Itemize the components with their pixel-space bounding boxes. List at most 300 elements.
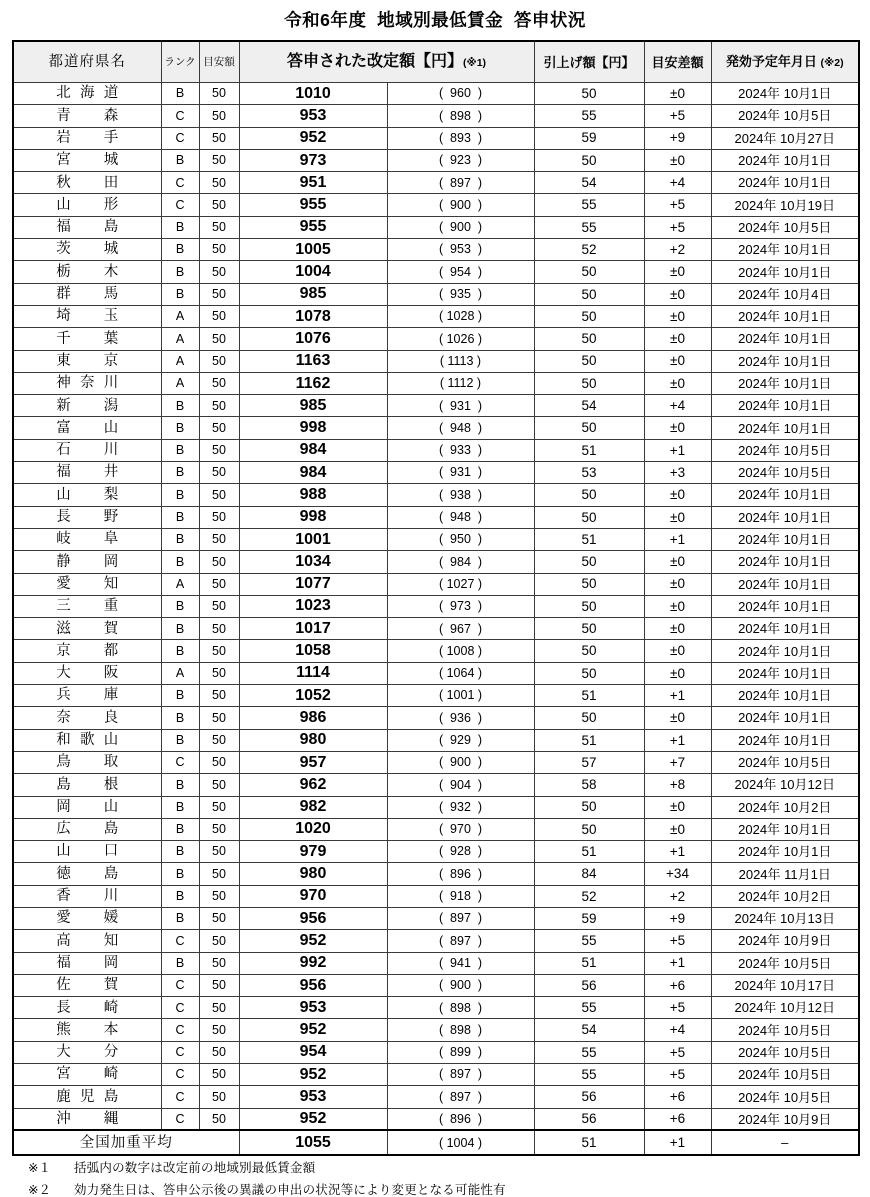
cell-guide-amount: 50 [199, 172, 239, 194]
cell-raise-amount: 50 [534, 573, 644, 595]
cell-raise-amount: 51 [534, 685, 644, 707]
cell-rank: B [161, 952, 199, 974]
cell-rank: C [161, 172, 199, 194]
cell-guide-diff: ±0 [644, 662, 711, 684]
cell-effective-date: 2024年 10月1日 [711, 506, 859, 528]
cell-previous-amount: ( 923 ) [387, 149, 534, 171]
cell-previous-amount: ( 1028 ) [387, 305, 534, 327]
cell-raise-amount: 51 [534, 841, 644, 863]
cell-previous-amount: ( 954 ) [387, 261, 534, 283]
cell-guide-diff: ±0 [644, 328, 711, 350]
table-row [13, 930, 859, 952]
cell-previous-amount: ( 900 ) [387, 194, 534, 216]
cell-guide-diff: ±0 [644, 551, 711, 573]
cell-revised-amount: 980 [239, 863, 387, 885]
cell-guide-diff: +9 [644, 127, 711, 149]
cell-guide-amount: 50 [199, 662, 239, 684]
cell-effective-date: 2024年 10月27日 [711, 127, 859, 149]
cell-guide-diff: +5 [644, 216, 711, 238]
cell-raise-amount: 50 [534, 283, 644, 305]
cell-rank: C [161, 1064, 199, 1086]
cell-revised-amount: 1005 [239, 239, 387, 261]
cell-raise-amount: 50 [534, 83, 644, 105]
cell-guide-amount: 50 [199, 83, 239, 105]
cell-previous-amount: ( 1112 ) [387, 372, 534, 394]
cell-effective-date: 2024年 10月1日 [711, 417, 859, 439]
cell-guide-amount: 50 [199, 105, 239, 127]
cell-effective-date: 2024年 10月5日 [711, 1064, 859, 1086]
cell-total-previous-amount: ( 1004 ) [387, 1130, 534, 1155]
cell-effective-date: 2024年 10月1日 [711, 350, 859, 372]
cell-effective-date: 2024年 10月12日 [711, 997, 859, 1019]
cell-effective-date: 2024年 10月1日 [711, 395, 859, 417]
cell-prefecture [13, 149, 161, 171]
prefecture-name: 京都 [56, 642, 119, 659]
cell-effective-date: 2024年 10月9日 [711, 930, 859, 952]
cell-revised-amount: 982 [239, 796, 387, 818]
cell-raise-amount: 50 [534, 417, 644, 439]
cell-rank: B [161, 506, 199, 528]
cell-guide-diff: +1 [644, 952, 711, 974]
cell-rank: C [161, 1041, 199, 1063]
cell-revised-amount: 970 [239, 885, 387, 907]
cell-previous-amount: ( 984 ) [387, 551, 534, 573]
cell-raise-amount: 55 [534, 105, 644, 127]
cell-guide-amount: 50 [199, 261, 239, 283]
prefecture-name: 広島 [56, 821, 119, 838]
cell-raise-amount: 55 [534, 1041, 644, 1063]
cell-rank: B [161, 907, 199, 929]
table-row [13, 328, 859, 350]
cell-rank: C [161, 194, 199, 216]
cell-guide-amount: 50 [199, 863, 239, 885]
cell-prefecture [13, 551, 161, 573]
table-row [13, 1041, 859, 1063]
cell-rank: B [161, 528, 199, 550]
cell-prefecture [13, 774, 161, 796]
cell-revised-amount: 1058 [239, 640, 387, 662]
cell-guide-amount: 50 [199, 1041, 239, 1063]
column-header-prefecture: 都道府県名 [13, 41, 161, 83]
prefecture-name: 愛知 [56, 575, 119, 592]
cell-revised-amount: 953 [239, 1086, 387, 1108]
cell-total-revised-amount: 1055 [239, 1130, 387, 1155]
table-container [12, 40, 858, 1156]
cell-revised-amount: 985 [239, 283, 387, 305]
cell-prefecture [13, 685, 161, 707]
table-row [13, 1019, 859, 1041]
cell-revised-amount: 992 [239, 952, 387, 974]
cell-previous-amount: ( 897 ) [387, 930, 534, 952]
cell-prefecture [13, 952, 161, 974]
cell-effective-date: 2024年 10月4日 [711, 283, 859, 305]
cell-guide-amount: 50 [199, 484, 239, 506]
cell-prefecture [13, 506, 161, 528]
cell-effective-date: 2024年 10月1日 [711, 149, 859, 171]
table-row [13, 528, 859, 550]
table-row [13, 194, 859, 216]
cell-guide-amount: 50 [199, 974, 239, 996]
cell-rank: B [161, 595, 199, 617]
cell-guide-amount: 50 [199, 395, 239, 417]
cell-effective-date: 2024年 10月1日 [711, 707, 859, 729]
footnote-line [28, 1184, 870, 1197]
cell-guide-amount: 50 [199, 194, 239, 216]
cell-previous-amount: ( 898 ) [387, 105, 534, 127]
prefecture-name: 北海道 [56, 85, 119, 102]
cell-effective-date: 2024年 10月1日 [711, 528, 859, 550]
cell-rank: A [161, 305, 199, 327]
cell-prefecture [13, 573, 161, 595]
column-header-guide-diff: 目安差額 [644, 41, 711, 83]
cell-guide-amount: 50 [199, 997, 239, 1019]
cell-effective-date: 2024年 10月5日 [711, 952, 859, 974]
cell-rank: C [161, 105, 199, 127]
table-row [13, 216, 859, 238]
cell-guide-diff: +4 [644, 1019, 711, 1041]
cell-guide-diff: +5 [644, 194, 711, 216]
prefecture-name: 長崎 [56, 999, 119, 1016]
cell-guide-amount: 50 [199, 618, 239, 640]
cell-raise-amount: 50 [534, 662, 644, 684]
cell-rank: B [161, 707, 199, 729]
cell-guide-amount: 50 [199, 1019, 239, 1041]
prefecture-name: 大分 [56, 1044, 119, 1061]
cell-guide-amount: 50 [199, 528, 239, 550]
cell-guide-diff: +4 [644, 395, 711, 417]
footnote-mark: ※２ [28, 1182, 51, 1197]
cell-previous-amount: ( 932 ) [387, 796, 534, 818]
cell-rank: B [161, 885, 199, 907]
table-row [13, 818, 859, 840]
cell-previous-amount: ( 931 ) [387, 462, 534, 484]
column-header-revised-amount-label: 答申された改定額【円】 [286, 53, 463, 70]
cell-rank: C [161, 1086, 199, 1108]
cell-prefecture [13, 105, 161, 127]
cell-previous-amount: ( 897 ) [387, 172, 534, 194]
cell-previous-amount: ( 967 ) [387, 618, 534, 640]
cell-rank: A [161, 350, 199, 372]
prefecture-name: 岐阜 [56, 531, 119, 548]
cell-guide-diff: +6 [644, 1086, 711, 1108]
cell-effective-date: 2024年 10月5日 [711, 105, 859, 127]
cell-raise-amount: 55 [534, 997, 644, 1019]
cell-revised-amount: 1076 [239, 328, 387, 350]
footnote-mark: ※１ [28, 1161, 51, 1176]
table-row [13, 105, 859, 127]
cell-raise-amount: 50 [534, 618, 644, 640]
cell-raise-amount: 50 [534, 818, 644, 840]
cell-previous-amount: ( 898 ) [387, 1019, 534, 1041]
minimum-wage-table [12, 40, 860, 1156]
cell-prefecture [13, 1019, 161, 1041]
cell-revised-amount: 951 [239, 172, 387, 194]
table-row [13, 83, 859, 105]
table-row [13, 350, 859, 372]
prefecture-name: 福岡 [56, 954, 119, 971]
prefecture-name: 三重 [56, 598, 119, 615]
cell-rank: B [161, 239, 199, 261]
cell-rank: A [161, 662, 199, 684]
cell-effective-date: 2024年 10月2日 [711, 796, 859, 818]
cell-raise-amount: 53 [534, 462, 644, 484]
cell-guide-amount: 50 [199, 774, 239, 796]
cell-guide-diff: ±0 [644, 484, 711, 506]
cell-guide-diff: +1 [644, 528, 711, 550]
cell-previous-amount: ( 941 ) [387, 952, 534, 974]
prefecture-name: 鳥取 [56, 754, 119, 771]
cell-revised-amount: 953 [239, 997, 387, 1019]
cell-raise-amount: 56 [534, 1108, 644, 1130]
cell-effective-date: 2024年 10月1日 [711, 239, 859, 261]
column-header-revised-amount-note: (※1) [462, 57, 487, 69]
cell-prefecture [13, 863, 161, 885]
table-row [13, 305, 859, 327]
cell-guide-amount: 50 [199, 127, 239, 149]
prefecture-name: 高知 [56, 932, 119, 949]
cell-guide-diff: ±0 [644, 506, 711, 528]
cell-guide-amount: 50 [199, 885, 239, 907]
page-title: 令和6年度 地域別最低賃金 答申状況 [284, 10, 586, 30]
column-header-rank: ランク [161, 41, 199, 83]
cell-raise-amount: 50 [534, 595, 644, 617]
cell-total-effective-date: – [711, 1130, 859, 1155]
cell-rank: B [161, 417, 199, 439]
prefecture-name: 徳島 [56, 865, 119, 882]
cell-previous-amount: ( 936 ) [387, 707, 534, 729]
prefecture-name: 茨城 [56, 241, 119, 258]
cell-guide-amount: 50 [199, 685, 239, 707]
cell-guide-diff: ±0 [644, 618, 711, 640]
cell-guide-amount: 50 [199, 239, 239, 261]
cell-previous-amount: ( 1064 ) [387, 662, 534, 684]
cell-previous-amount: ( 900 ) [387, 974, 534, 996]
cell-revised-amount: 984 [239, 439, 387, 461]
cell-effective-date: 2024年 10月1日 [711, 372, 859, 394]
cell-prefecture [13, 818, 161, 840]
cell-prefecture [13, 796, 161, 818]
table-row [13, 974, 859, 996]
table-row [13, 417, 859, 439]
cell-raise-amount: 58 [534, 774, 644, 796]
cell-raise-amount: 84 [534, 863, 644, 885]
cell-previous-amount: ( 897 ) [387, 907, 534, 929]
cell-revised-amount: 986 [239, 707, 387, 729]
cell-prefecture [13, 618, 161, 640]
prefecture-name: 和歌山 [56, 732, 119, 748]
cell-effective-date: 2024年 10月13日 [711, 907, 859, 929]
table-row [13, 907, 859, 929]
cell-revised-amount: 998 [239, 506, 387, 528]
cell-prefecture [13, 528, 161, 550]
table-row [13, 1064, 859, 1086]
cell-revised-amount: 984 [239, 462, 387, 484]
cell-previous-amount: ( 938 ) [387, 484, 534, 506]
cell-raise-amount: 51 [534, 729, 644, 751]
column-header-guide-amount: 目安額 [199, 41, 239, 83]
table-row [13, 796, 859, 818]
cell-rank: C [161, 997, 199, 1019]
cell-guide-amount: 50 [199, 930, 239, 952]
cell-revised-amount: 1023 [239, 595, 387, 617]
cell-guide-amount: 50 [199, 796, 239, 818]
prefecture-name: 鹿児島 [56, 1088, 119, 1105]
cell-effective-date: 2024年 10月1日 [711, 305, 859, 327]
cell-effective-date: 2024年 10月5日 [711, 439, 859, 461]
cell-guide-diff: ±0 [644, 640, 711, 662]
table-row [13, 484, 859, 506]
cell-previous-amount: ( 1001 ) [387, 685, 534, 707]
table-row [13, 952, 859, 974]
cell-effective-date: 2024年 10月1日 [711, 172, 859, 194]
table-row [13, 149, 859, 171]
cell-previous-amount: ( 1113 ) [387, 350, 534, 372]
cell-previous-amount: ( 899 ) [387, 1041, 534, 1063]
prefecture-name: 神奈川 [56, 375, 119, 392]
column-header-revised-amount [239, 41, 534, 83]
cell-prefecture [13, 462, 161, 484]
cell-raise-amount: 55 [534, 216, 644, 238]
cell-guide-amount: 50 [199, 350, 239, 372]
cell-rank: B [161, 395, 199, 417]
cell-rank: B [161, 551, 199, 573]
cell-effective-date: 2024年 10月9日 [711, 1108, 859, 1130]
cell-guide-amount: 50 [199, 751, 239, 773]
table-row [13, 551, 859, 573]
cell-raise-amount: 59 [534, 127, 644, 149]
cell-raise-amount: 52 [534, 885, 644, 907]
prefecture-name: 香川 [56, 888, 119, 905]
cell-guide-diff: +5 [644, 930, 711, 952]
cell-prefecture [13, 395, 161, 417]
cell-previous-amount: ( 928 ) [387, 841, 534, 863]
cell-prefecture [13, 350, 161, 372]
cell-raise-amount: 55 [534, 930, 644, 952]
cell-effective-date: 2024年 10月5日 [711, 1086, 859, 1108]
table-row [13, 863, 859, 885]
cell-revised-amount: 952 [239, 1064, 387, 1086]
cell-effective-date: 2024年 10月1日 [711, 841, 859, 863]
cell-revised-amount: 1020 [239, 818, 387, 840]
cell-guide-diff: +5 [644, 105, 711, 127]
cell-revised-amount: 957 [239, 751, 387, 773]
cell-guide-amount: 50 [199, 328, 239, 350]
prefecture-name: 宮崎 [56, 1066, 119, 1083]
cell-guide-diff: +1 [644, 439, 711, 461]
cell-revised-amount: 973 [239, 149, 387, 171]
prefecture-name: 新潟 [56, 397, 119, 414]
cell-effective-date: 2024年 10月1日 [711, 618, 859, 640]
cell-prefecture [13, 127, 161, 149]
cell-raise-amount: 51 [534, 952, 644, 974]
cell-guide-diff: ±0 [644, 595, 711, 617]
prefecture-name: 大阪 [56, 665, 119, 682]
cell-guide-diff: +5 [644, 1041, 711, 1063]
cell-guide-diff: ±0 [644, 305, 711, 327]
cell-previous-amount: ( 900 ) [387, 751, 534, 773]
cell-rank: B [161, 618, 199, 640]
cell-raise-amount: 50 [534, 350, 644, 372]
cell-rank: B [161, 462, 199, 484]
table-row [13, 372, 859, 394]
cell-effective-date: 2024年 10月1日 [711, 818, 859, 840]
cell-rank: C [161, 751, 199, 773]
table-row [13, 283, 859, 305]
cell-revised-amount: 1001 [239, 528, 387, 550]
cell-effective-date: 2024年 10月1日 [711, 328, 859, 350]
header-row [13, 41, 859, 83]
cell-guide-amount: 50 [199, 707, 239, 729]
table-row [13, 127, 859, 149]
cell-rank: B [161, 774, 199, 796]
prefecture-name: 東京 [56, 352, 119, 369]
table-row [13, 573, 859, 595]
cell-guide-diff: +5 [644, 1064, 711, 1086]
cell-prefecture [13, 83, 161, 105]
prefecture-name: 富山 [56, 419, 119, 436]
table-row [13, 261, 859, 283]
cell-revised-amount: 956 [239, 974, 387, 996]
cell-prefecture [13, 841, 161, 863]
cell-revised-amount: 1004 [239, 261, 387, 283]
cell-guide-diff: +1 [644, 685, 711, 707]
cell-revised-amount: 1162 [239, 372, 387, 394]
cell-guide-diff: +7 [644, 751, 711, 773]
cell-guide-diff: +6 [644, 1108, 711, 1130]
cell-guide-amount: 50 [199, 1108, 239, 1130]
cell-rank: A [161, 573, 199, 595]
footnotes [28, 1162, 870, 1196]
cell-guide-amount: 50 [199, 573, 239, 595]
cell-rank: B [161, 283, 199, 305]
cell-raise-amount: 51 [534, 528, 644, 550]
cell-previous-amount: ( 933 ) [387, 439, 534, 461]
prefecture-name: 山形 [56, 196, 119, 213]
cell-raise-amount: 57 [534, 751, 644, 773]
cell-revised-amount: 1078 [239, 305, 387, 327]
cell-guide-diff: +9 [644, 907, 711, 929]
column-header-effective-date [711, 41, 859, 83]
cell-previous-amount: ( 1027 ) [387, 573, 534, 595]
cell-guide-amount: 50 [199, 952, 239, 974]
cell-guide-amount: 50 [199, 305, 239, 327]
prefecture-name: 山梨 [56, 486, 119, 503]
cell-guide-amount: 50 [199, 149, 239, 171]
cell-rank: B [161, 863, 199, 885]
table-row [13, 885, 859, 907]
cell-prefecture [13, 662, 161, 684]
prefecture-name: 沖縄 [56, 1110, 119, 1127]
cell-prefecture [13, 1041, 161, 1063]
cell-prefecture [13, 974, 161, 996]
cell-effective-date: 2024年 10月5日 [711, 462, 859, 484]
cell-rank: B [161, 216, 199, 238]
prefecture-name: 長野 [56, 509, 119, 526]
cell-guide-diff: ±0 [644, 283, 711, 305]
cell-revised-amount: 955 [239, 216, 387, 238]
cell-revised-amount: 980 [239, 729, 387, 751]
cell-prefecture [13, 239, 161, 261]
cell-total-guide-diff: +1 [644, 1130, 711, 1155]
prefecture-name: 栃木 [56, 263, 119, 280]
cell-revised-amount: 952 [239, 930, 387, 952]
cell-guide-diff: ±0 [644, 350, 711, 372]
cell-revised-amount: 985 [239, 395, 387, 417]
prefecture-name: 島根 [56, 776, 119, 793]
table-row [13, 751, 859, 773]
cell-effective-date: 2024年 11月1日 [711, 863, 859, 885]
cell-raise-amount: 50 [534, 506, 644, 528]
